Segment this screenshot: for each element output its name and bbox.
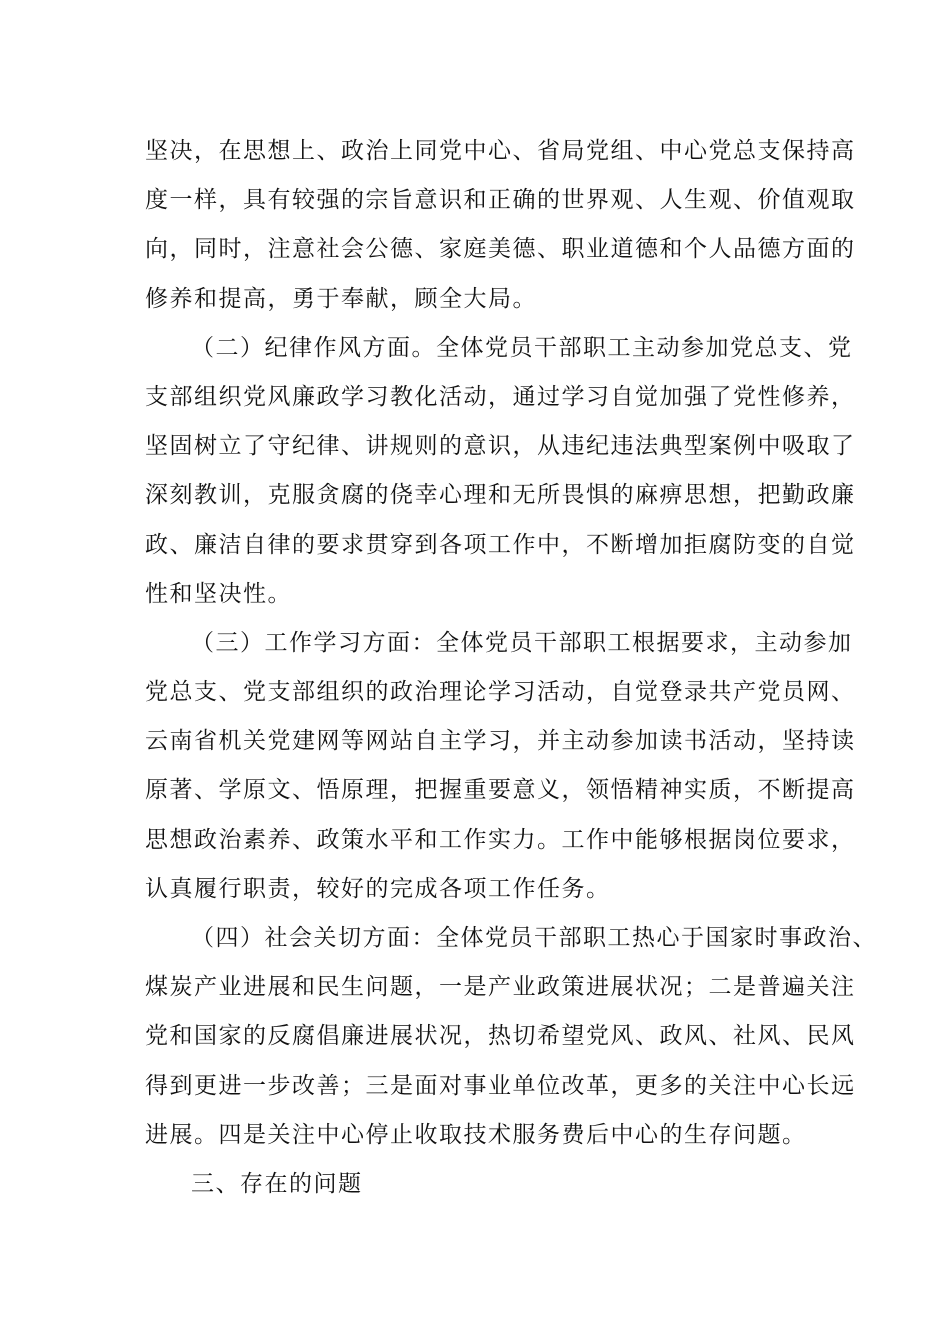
text-line: 性和坚决性。 xyxy=(145,580,292,607)
text-line: 政、廉洁自律的要求贯穿到各项工作中，不断增加拒腐防变的自觉 xyxy=(145,531,856,558)
text-line: 度一样，具有较强的宗旨意识和正确的世界观、人生观、价值观取 xyxy=(145,187,856,214)
text-line: 得到更进一步改善；三是面对事业单位改革，更多的关注中心长远 xyxy=(145,1072,856,1099)
section-heading: 三、存在的问题 xyxy=(191,1170,363,1197)
text-line: 向，同时，注意社会公德、家庭美德、职业道德和个人品德方面的 xyxy=(145,236,856,263)
text-line: 修养和提高，勇于奉献，顾全大局。 xyxy=(145,285,537,312)
text-line: 煤炭产业进展和民生问题，一是产业政策进展状况；二是普遍关注 xyxy=(145,974,856,1001)
text-line: 坚决，在思想上、政治上同党中心、省局党组、中心党总支保持高 xyxy=(145,138,856,164)
text-line: 原著、学原文、悟原理，把握重要意义，领悟精神实质，不断提高 xyxy=(145,777,856,804)
paragraph-start-line: （二）纪律作风方面。全体党员干部职工主动参加党总支、党 xyxy=(191,334,853,361)
text-line: 进展。四是关注中心停止收取技术服务费后中心的生存问题。 xyxy=(145,1121,807,1148)
text-line: 支部组织党风廉政学习教化活动，通过学习自觉加强了党性修养， xyxy=(145,383,856,410)
text-line: 思想政治素养、政策水平和工作实力。工作中能够根据岗位要求， xyxy=(145,826,856,853)
text-line: 深刻教训，克服贪腐的侥幸心理和无所畏惧的麻痹思想，把勤政廉 xyxy=(145,482,856,509)
paragraph-start-line: （四）社会关切方面：全体党员干部职工热心于国家时事政治、 xyxy=(191,925,877,951)
text-line: 党总支、党支部组织的政治理论学习活动，自觉登录共产党员网、 xyxy=(145,679,856,706)
text-line: 党和国家的反腐倡廉进展状况，热切希望党风、政风、社风、民风 xyxy=(145,1023,856,1050)
document-body xyxy=(145,127,877,1209)
paragraph-start-line: （三）工作学习方面：全体党员干部职工根据要求，主动参加 xyxy=(191,629,853,656)
text-line: 坚固树立了守纪律、讲规则的意识，从违纪违法典型案例中吸取了 xyxy=(145,433,856,460)
text-line: 认真履行职责，较好的完成各项工作任务。 xyxy=(145,875,611,902)
text-line: 云南省机关党建网等网站自主学习，并主动参加读书活动，坚持读 xyxy=(145,728,856,755)
